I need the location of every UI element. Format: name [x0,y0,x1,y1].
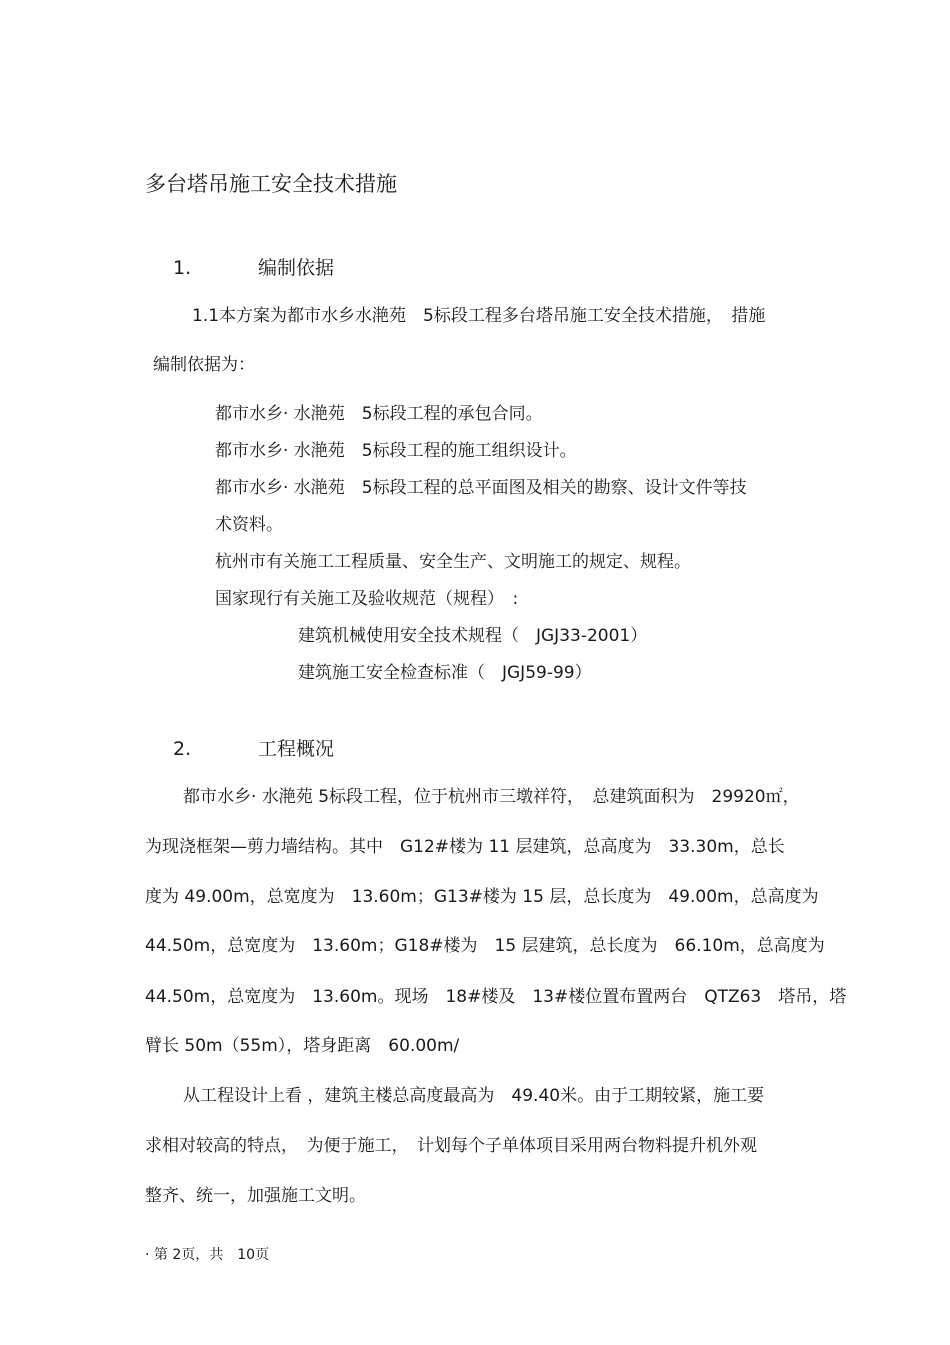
overview-paragraph-line: 臂长 50m（55m），塔身距离 60.00m/ [145,1036,460,1056]
basis-item: 国家现行有关施工及验收规范（规程） : [215,589,519,609]
section-2-number: 2. [173,738,192,760]
section-1-number: 1. [173,257,192,279]
design-paragraph-line: 求相对较高的特点， 为便于施工， 计划每个子单体项目采用两台物料提升机外观 [145,1136,757,1156]
section-2-heading: 工程概况 [258,738,335,760]
page-footer: · 第 2页，共 10页 [145,1247,270,1263]
basis-item: 都市水乡· 水滟苑 5标段工程的施工组织设计。 [215,441,577,461]
overview-paragraph-line: 为现浇框架—剪力墙结构。其中 G12#楼为 11 层建筑，总高度为 33.30m，总长 [145,837,785,857]
overview-paragraph-line: 度为 49.00m，总宽度为 13.60m；G13#楼为 15 层，总长度为 49.00m，总高度为 [145,887,819,907]
basis-item: 都市水乡· 水滟苑 5标段工程的承包合同。 [215,404,543,424]
section-1-intro-line-2: 编制依据为： [153,355,255,375]
standard-item: 建筑机械使用安全技术规程（ JGJ33-2001） [298,626,648,646]
overview-paragraph-line: 都市水乡· 水滟苑 5标段工程，位于杭州市三墩祥符， 总建筑面积为 29920㎡， [183,787,800,807]
design-paragraph-line: 从工程设计上看 ，建筑主楼总高度最高为 49.40米。由于工期较紧，施工要 [183,1086,765,1106]
overview-paragraph-line: 44.50m，总宽度为 13.60m；G18#楼为 15 层建筑，总长度为 66.10m，总高度为 [145,936,825,956]
document-title: 多台塔吊施工安全技术措施 [145,172,397,196]
basis-item: 都市水乡· 水滟苑 5标段工程的总平面图及相关的勘察、设计文件等技 [215,478,747,498]
overview-paragraph-line: 44.50m，总宽度为 13.60m。现场 18#楼及 13#楼位置布置两台 QTZ63 塔吊，塔 [145,987,847,1007]
basis-item: 杭州市有关施工工程质量、安全生产、文明施工的规定、规程。 [215,552,691,572]
design-paragraph-line: 整齐、统一，加强施工文明。 [145,1186,366,1206]
basis-item: 术资料。 [215,515,283,535]
section-1-heading: 编制依据 [258,257,335,279]
standard-item: 建筑施工安全检查标准（ JGJ59-99） [298,663,592,683]
section-1-intro-line-1: 1.1本方案为都市水乡水滟苑 5标段工程多台塔吊施工安全技术措施， 措施 [192,306,766,326]
